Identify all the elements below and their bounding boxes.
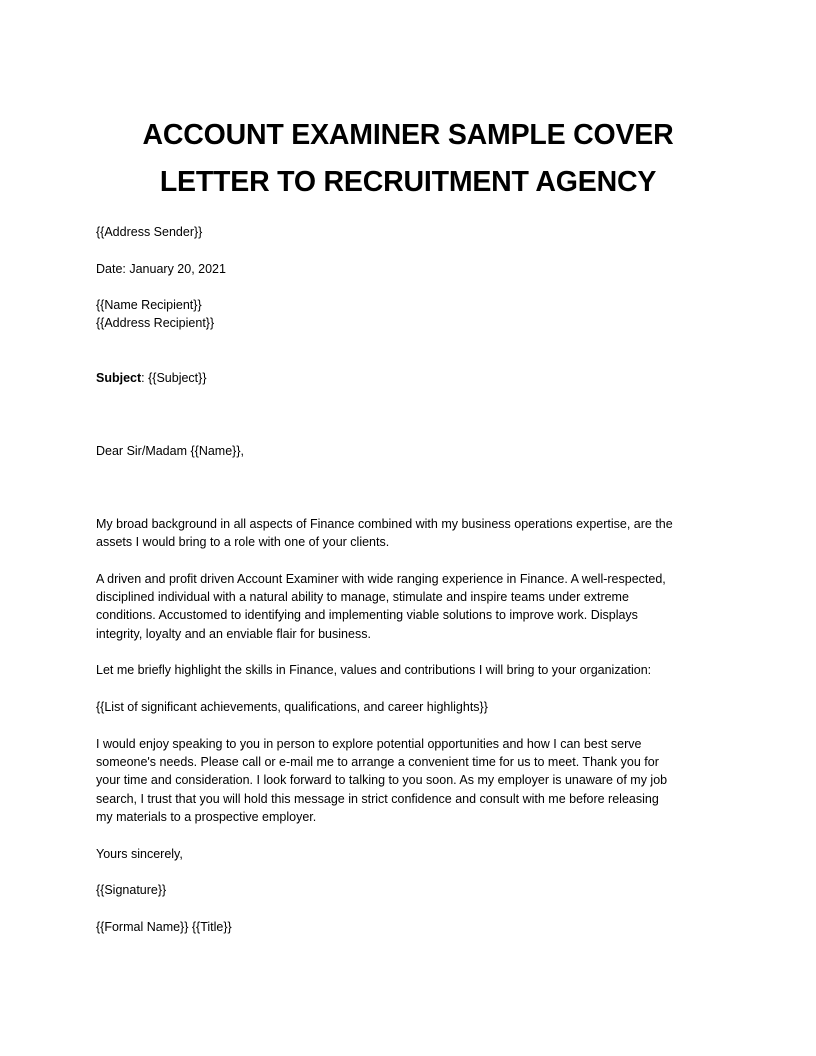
body-paragraph-5 [96, 735, 736, 826]
address-sender: {{Address Sender}} [96, 225, 203, 239]
paragraph-line: I would enjoy speaking to you in person to explore potential opportunities and how I can best serve [96, 737, 642, 751]
body-paragraph-3 [96, 661, 736, 679]
paragraph-line: your time and consideration. I look forward to talking to you soon. As my employer is unaware of my job [96, 773, 668, 788]
name-recipient: {{Name Recipient}} [96, 298, 202, 312]
signature-placeholder: {{Signature}} [96, 883, 167, 897]
paragraph-line: someone's needs. Please call or e-mail me to arrange a convenient time for us to meet. Thank you for [96, 755, 659, 770]
paragraph-line: integrity, loyalty and an enviable flair for business. [96, 626, 371, 641]
subject-label: Subject [96, 371, 142, 385]
closing: Yours sincerely, [96, 847, 183, 861]
formal-name-title: {{Formal Name}} {{Title}} [96, 920, 232, 934]
salutation: Dear Sir/Madam {{Name}}, [96, 444, 244, 458]
body-paragraph-1 [96, 515, 736, 551]
document-title [96, 112, 720, 206]
paragraph-line: conditions. Accustomed to identifying and implementing viable solutions to improve work. Displays [96, 608, 638, 623]
body-paragraph-4 [96, 698, 736, 716]
letter-date: Date: January 20, 2021 [96, 262, 226, 276]
subject-value: : {{Subject}} [141, 371, 207, 385]
paragraph-line: My broad background in all aspects of Finance combined with my business operations expertise, are the [96, 517, 673, 531]
address-recipient: {{Address Recipient}} [96, 316, 215, 330]
subject-line [96, 369, 207, 387]
paragraph-line: search, I trust that you will hold this message in strict confidence and consult with me before releasing [96, 791, 659, 806]
title-line-2: LETTER TO RECRUITMENT AGENCY [159, 166, 657, 198]
paragraph-line: assets I would bring to a role with one of your clients. [96, 535, 390, 550]
paragraph-line: disciplined individual with a natural ability to manage, stimulate and inspire teams under extreme [96, 590, 629, 605]
paragraph-line: {{List of significant achievements, qualifications, and career highlights}} [96, 700, 488, 714]
paragraph-line: my materials to a prospective employer. [96, 809, 317, 824]
paragraph-line: A driven and profit driven Account Examiner with wide ranging experience in Finance. A well-respected, [96, 572, 666, 586]
title-line-1: ACCOUNT EXAMINER SAMPLE COVER [142, 119, 674, 151]
body-paragraph-2 [96, 570, 736, 643]
paragraph-line: Let me briefly highlight the skills in Finance, values and contributions I will bring to your organization: [96, 663, 652, 677]
